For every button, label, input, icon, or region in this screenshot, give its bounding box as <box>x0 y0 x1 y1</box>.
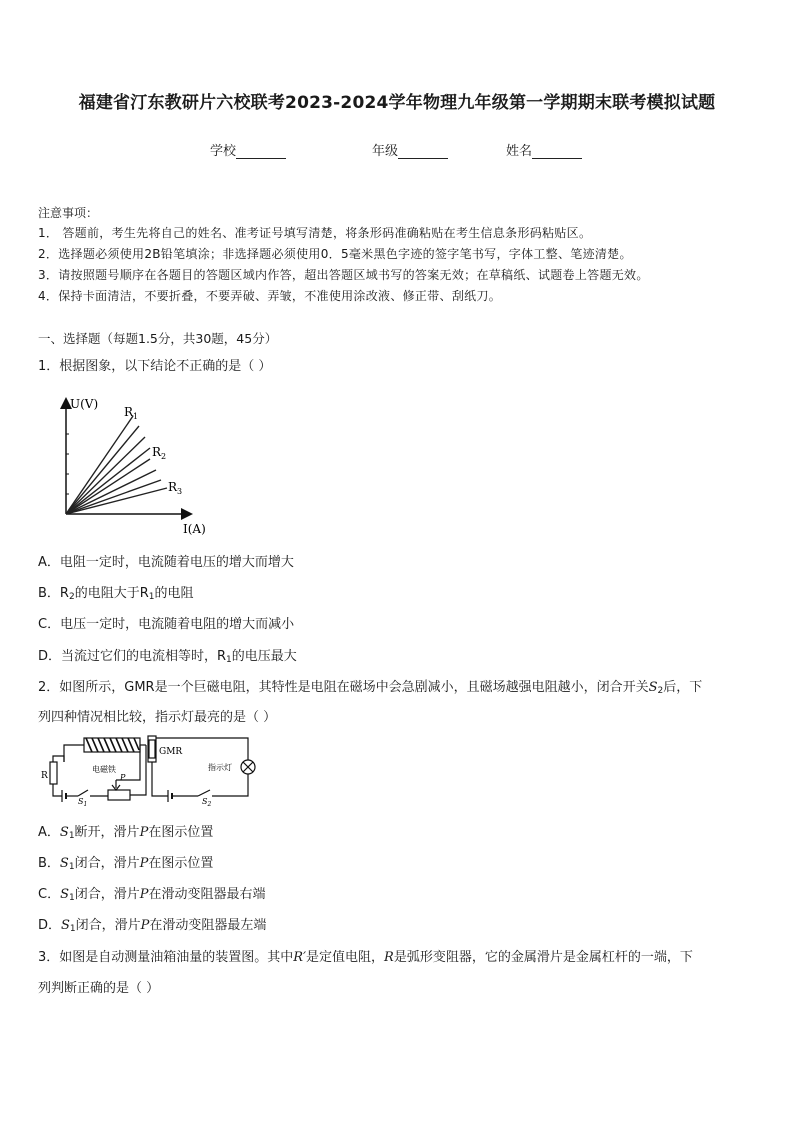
line-label-r2: $R_2$ <box>152 445 167 461</box>
electromagnet-label: 电磁铁 <box>92 765 116 774</box>
question-2-option-a[interactable]: A．$S_1$断开，滑片P在图示位置 <box>38 825 214 841</box>
note-item: 4．保持卡面清洁，不要折叠，不要弄破、弄皱，不准使用涂改液、修正带、刮纸刀。 <box>38 289 502 303</box>
school-field[interactable] <box>210 140 286 159</box>
question-1-graph <box>40 392 220 537</box>
question-3-stem-line2: 列判断正确的是（ ） <box>38 981 160 996</box>
question-1-option-c[interactable]: C．电压一定时，电流随着电阻的增大而减小 <box>38 617 295 632</box>
question-1-option-d[interactable]: D．当流过它们的电流相等时，$R_1$的电压最大 <box>38 649 297 665</box>
school-label: 学校 <box>210 144 237 159</box>
note-item: 3．请按照题号顺序在各题目的答题区域内作答，超出答题区域书写的答案无效；在草稿纸、试题卷上答题无效。 <box>38 268 649 282</box>
question-3-stem-line1: 3．如图是自动测量油箱油量的装置图。其中R′是定值电阻，R是弧形变阻器，它的金属滑片是金属杠杆的一端，下 <box>38 950 693 965</box>
question-1-stem: 1．根据图象，以下结论不正确的是（ ） <box>38 359 272 374</box>
line-label-r1: $R_1$ <box>124 405 139 421</box>
graph-hatching <box>66 416 167 514</box>
question-2-stem-line1: 2．如图所示，GMR是一个巨磁电阻，其特性是电阻在磁场中会急剧减小，且磁场越强电阻越小，闭合开关$S_2$后，下 <box>38 680 703 696</box>
question-2-option-d[interactable]: D．$S_1$闭合，滑片P在滑动变阻器最左端 <box>38 918 267 934</box>
section-heading: 一、选择题（每题1.5分，共30题，45分） <box>38 331 278 346</box>
note-item: 1． 答题前，考生先将自己的姓名、准考证号填写清楚，将条形码准确粘贴在考生信息条形码粘贴区。 <box>38 226 592 240</box>
notes-heading: 注意事项： <box>38 206 99 220</box>
grade-blank[interactable] <box>398 144 448 159</box>
switch-s1-label: $S_1$ <box>78 797 88 808</box>
school-blank[interactable] <box>236 144 286 159</box>
name-field[interactable] <box>506 140 582 159</box>
slider-p-label: P <box>120 773 126 782</box>
resistor-r-label: R <box>41 771 48 781</box>
lamp-label: 指示灯 <box>208 763 232 772</box>
page-title: 福建省汀东教研片六校联考2023-2024学年物理九年级第一学期期末联考模拟试题 <box>78 93 716 113</box>
switch-s2-label: $S_2$ <box>202 797 212 808</box>
grade-label: 年级 <box>372 144 399 159</box>
note-item: 2．选择题必须使用2B铅笔填涂；非选择题必须使用0．5毫米黑色字迹的签字笔书写，字体工整、笔迹清楚。 <box>38 247 632 261</box>
name-blank[interactable] <box>532 144 582 159</box>
rheostat <box>108 790 130 800</box>
graph-y-label: U(V) <box>70 397 99 411</box>
line-label-r3: $R_3$ <box>168 480 183 496</box>
gmr-label: GMR <box>159 747 183 757</box>
question-2-stem-line2: 列四种情况相比较，指示灯最亮的是（ ） <box>38 710 277 725</box>
name-label: 姓名 <box>506 144 533 159</box>
grade-field[interactable] <box>372 140 448 159</box>
question-1-option-b[interactable]: B．$R_2$的电阻大于$R_1$的电阻 <box>38 586 194 602</box>
question-1-option-a[interactable]: A．电阻一定时，电流随着电压的增大而增大 <box>38 555 294 570</box>
resistor-r <box>50 762 57 784</box>
graph-x-label: I(A) <box>183 522 206 536</box>
question-2-option-b[interactable]: B．$S_1$闭合，滑片P在图示位置 <box>38 856 214 872</box>
question-2-option-c[interactable]: C．$S_1$闭合，滑片P在滑动变阻器最右端 <box>38 887 266 903</box>
question-2-circuit <box>40 732 265 808</box>
